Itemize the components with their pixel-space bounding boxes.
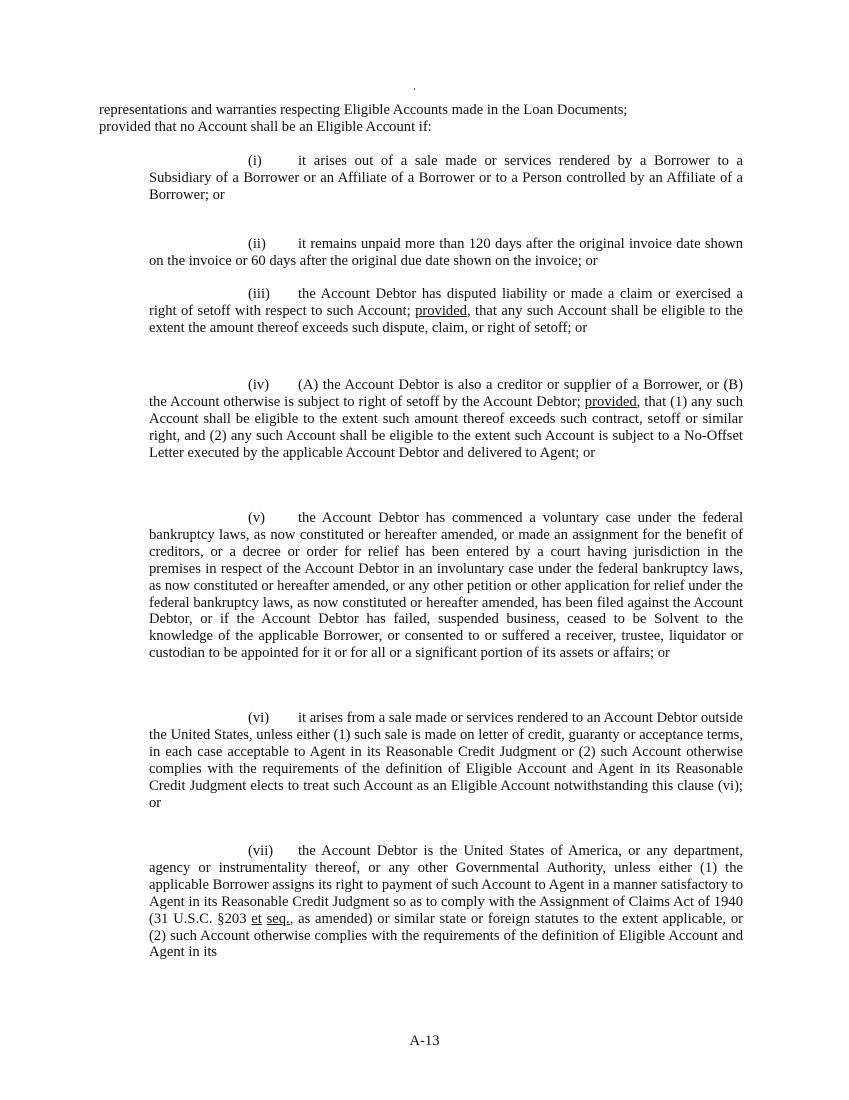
clause-ii	[149, 236, 743, 270]
clause-text: it arises out of a sale made or services rendered by a Borrower to a Subsidiary of a Borrower or an Affiliate of a Borrower or to a Person controlled by an Affiliate of a Borrower; or	[149, 153, 743, 203]
intro-paragraph	[99, 102, 743, 136]
clause-iv	[149, 377, 743, 462]
stray-mark	[414, 88, 415, 90]
clause-number: (i)	[248, 153, 262, 169]
clause-text: it arises from a sale made or services rendered to an Account Debtor outside the United States, unless either (1) such sale is made on letter of credit, guaranty or acceptance terms, in each case acceptable to Agent in its Reasonable Credit Judgment or (2) such Account otherwise complies with the requirements of the definition of Eligible Account and Agent in its Reasonable Credit Judgment elects to treat such Account as an Eligible Account notwithstanding this clause (vi); or	[149, 710, 743, 811]
intro-line-2: provided that no Account shall be an Eligible Account if:	[99, 118, 432, 135]
seq-term: seq.	[266, 910, 290, 927]
page-number: A-13	[409, 1033, 440, 1049]
clause-text-cont: , as amended) or similar state or foreign statutes to the extent applicable, or (2) such Account otherwise complies with the requirements of the definition of Eligible Account and Agent in its	[149, 910, 743, 961]
clause-text: the Account Debtor has commenced a voluntary case under the federal bankruptcy laws, as now constituted or hereafter amended, or made an assignment for the benefit of creditors, or a decree or order for relief has been entered by a court having jurisdiction in the premises in respect of the Account Debtor in an involuntary case under the federal bankruptcy laws, as now constituted or hereafter amended, or any other petition or other application for relief under the federal bankruptcy laws, as now constituted or hereafter amended, has been filed against the Account Debtor, or if the Account Debtor has failed, suspended business, ceased to be Solvent to the knowledge of the applicable Borrower, or consented to or suffered a receiver, trustee, liquidator or custodian to be appointed for it or for all or a significant portion of its assets or affairs; or	[149, 510, 743, 662]
clause-text-cont: , that any such Account shall be eligible to the extent the amount thereof exceeds such dispute, claim, or right of setoff; or	[149, 302, 744, 336]
clause-text: (A) the Account Debtor is also a creditor or supplier of a Borrower, or (B) the Account otherwise is subject to right of setoff by the Account Debtor;	[149, 377, 743, 410]
clause-text-cont: , that (1) any such Account shall be eligible to the extent such amount thereof exceeds such contract, setoff or similar right, and (2) any such Account shall be eligible to the extent such Account is subject to a No-Offset Letter executed by the applicable Account Debtor and delivered to Agent; or	[149, 393, 743, 461]
clause-text: the Account Debtor is the United States of America, or any department, agency or instrumentality thereof, or any other Governmental Authority, unless either (1) the applicable Borrower assigns its right to payment of such Account to Agent in a manner satisfactory to Agent in its Reasonable Credit Judgment so as to comply with the Assignment of Claims Act of 1940 (31 U.S.C. §203	[149, 843, 743, 927]
clause-number: (iv)	[248, 377, 270, 393]
clause-number: (vii)	[248, 843, 274, 859]
clause-number: (vi)	[248, 710, 270, 726]
clause-vii	[149, 843, 743, 961]
clause-text: it remains unpaid more than 120 days after the original invoice date shown on the invoice or 60 days after the original due date shown on the invoice; or	[149, 236, 743, 269]
et-term: et	[251, 910, 262, 927]
clause-i	[149, 153, 743, 204]
clause-number: (iii)	[248, 286, 270, 302]
clause-vi	[149, 710, 743, 811]
clause-iii	[149, 286, 743, 337]
clause-text: the Account Debtor has disputed liability or made a claim or exercised a right of setoff with respect to such Account;	[149, 286, 743, 319]
clause-number: (v)	[248, 510, 266, 526]
provided-term: provided	[415, 302, 467, 319]
clause-number: (ii)	[248, 236, 266, 252]
intro-line-1: representations and warranties respecting Eligible Accounts made in the Loan Documents;	[99, 102, 628, 118]
clause-v	[149, 510, 743, 662]
provided-term: provided	[584, 393, 637, 410]
